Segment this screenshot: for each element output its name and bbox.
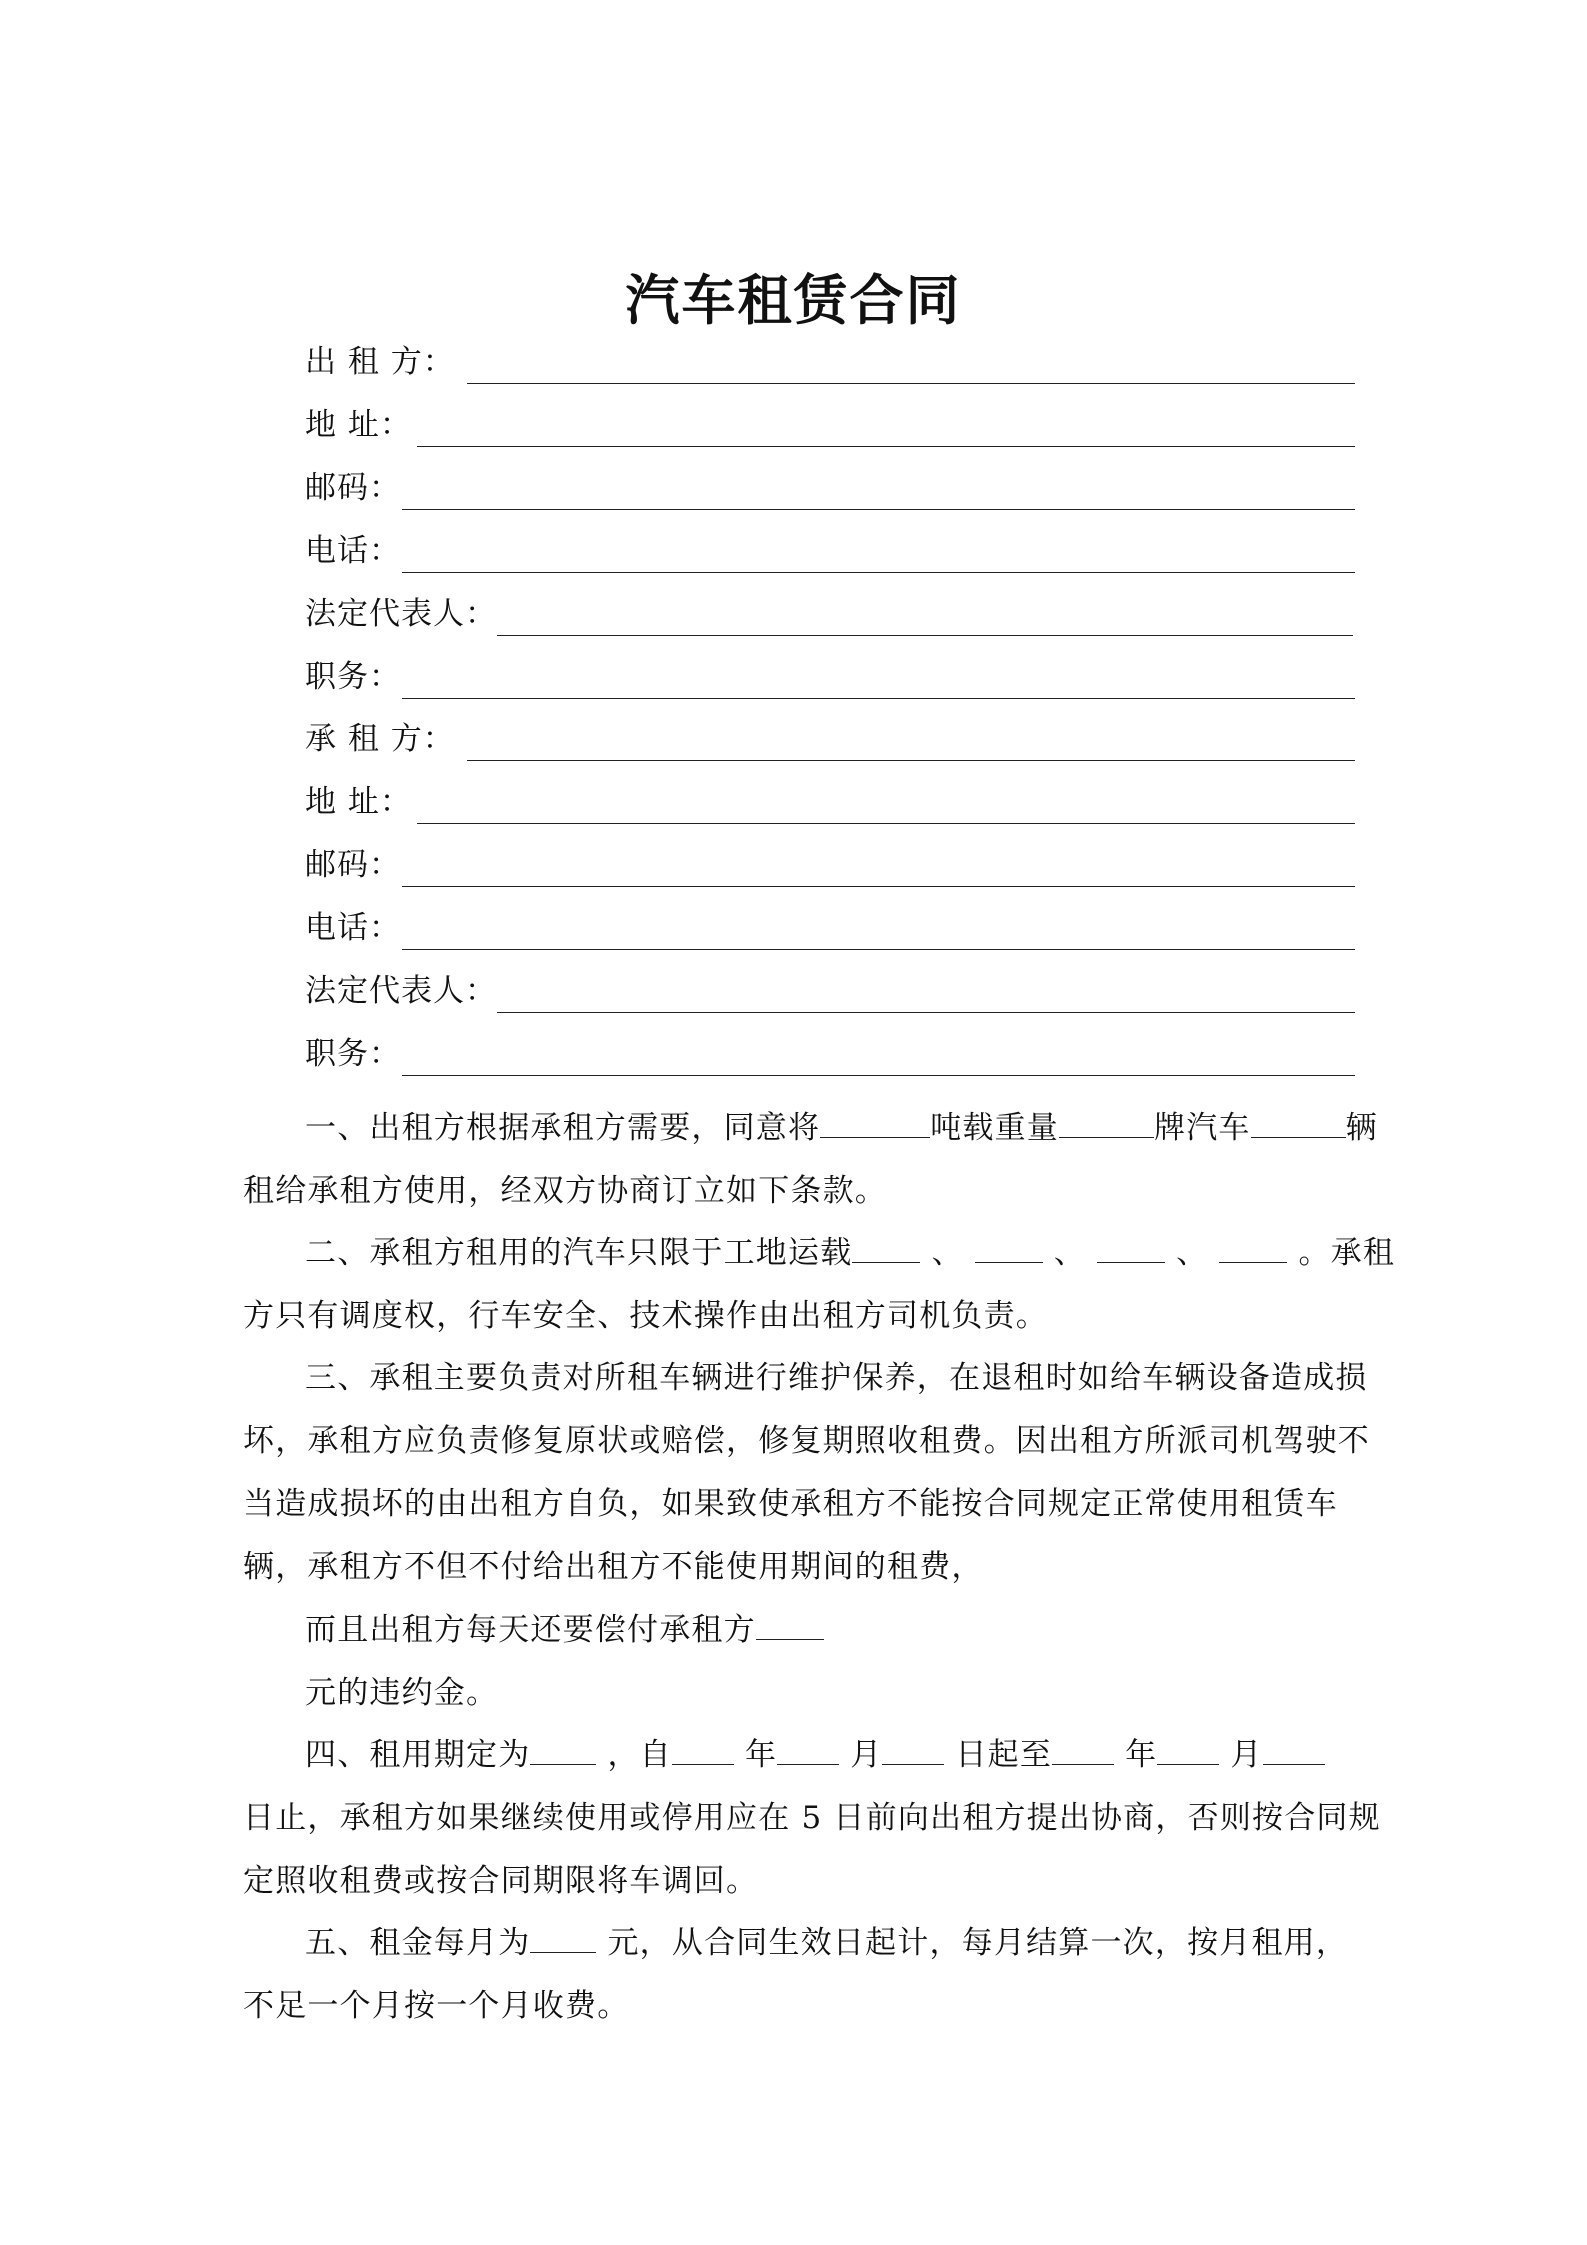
clause-4	[243, 1724, 1381, 1913]
clause-5-line-2: 不足一个月按一个月收费。	[243, 1988, 630, 2024]
lessee-legal-rep-label: 法定代表人：	[305, 973, 497, 1009]
lessee-position-line	[402, 1075, 1355, 1076]
clause-5-text-b: 元，从合同生效日起计，每月结算一次，按月租用，	[607, 1925, 1349, 1961]
worksite-blank-4[interactable]	[1219, 1234, 1287, 1263]
vehicle-count-blank[interactable]	[1251, 1109, 1346, 1138]
lessee-phone-line	[402, 949, 1355, 950]
clause-2-sep-1: 、	[931, 1235, 964, 1271]
worksite-blank-2[interactable]	[975, 1234, 1043, 1263]
start-month-blank[interactable]	[777, 1736, 839, 1765]
lessee-address-field[interactable]	[305, 782, 1355, 826]
clause-1-text-c: 牌汽车	[1154, 1110, 1251, 1146]
lessor-address-label: 地 址：	[305, 407, 412, 443]
clause-2-text-a: 二、承租方租用的汽车只限于工地运载	[305, 1235, 853, 1271]
lessor-legal-rep-line	[497, 635, 1353, 636]
clause-4-month-2: 月	[1230, 1737, 1263, 1773]
clause-3-line-3: 当造成损坏的由出租方自负，如果致使承租方不能按合同规定正常使用租赁车	[243, 1486, 1338, 1522]
clause-4-line-1	[243, 1724, 1355, 1787]
lessor-legal-rep-field[interactable]	[305, 594, 1355, 638]
lessor-postcode-line	[402, 509, 1355, 510]
lessee-phone-field[interactable]	[305, 908, 1355, 952]
clause-3-line-4: 辆，承租方不但不付给出租方不能使用期间的租费，	[243, 1549, 984, 1585]
clause-4-line-3: 定照收租费或按合同期限将车调回。	[243, 1863, 759, 1899]
clause-2	[243, 1222, 1396, 1348]
lessee-position-field[interactable]	[305, 1034, 1355, 1078]
clause-4-text-c: 日起至	[955, 1737, 1053, 1773]
clause-4-year-1: 年	[744, 1737, 778, 1773]
lessee-postcode-field[interactable]	[305, 845, 1355, 889]
lessor-position-line	[402, 698, 1355, 699]
end-day-blank[interactable]	[1263, 1736, 1325, 1765]
lessee-legal-rep-line	[497, 1012, 1355, 1013]
end-year-blank[interactable]	[1052, 1736, 1114, 1765]
lessor-phone-label: 电话：	[305, 533, 401, 569]
worksite-blank-1[interactable]	[852, 1234, 920, 1263]
lessor-position-field[interactable]	[305, 657, 1355, 701]
lessee-name-line	[467, 760, 1355, 761]
lessee-name-field[interactable]	[305, 719, 1355, 763]
lessor-name-line	[467, 383, 1355, 384]
lessor-phone-field[interactable]	[305, 531, 1355, 575]
clause-4-month-1: 月	[850, 1737, 883, 1773]
lessor-legal-rep-label: 法定代表人：	[305, 596, 497, 632]
clause-2-end: 。承租	[1298, 1235, 1396, 1271]
lessee-name-label: 承 租 方：	[305, 721, 455, 757]
lessor-postcode-field[interactable]	[305, 468, 1355, 512]
start-year-blank[interactable]	[672, 1736, 734, 1765]
clause-5	[243, 1912, 1355, 2038]
lessor-name-field[interactable]	[305, 342, 1355, 386]
worksite-blank-3[interactable]	[1097, 1234, 1165, 1263]
clause-1-text-a: 一、出租方根据承租方需要，同意将	[305, 1110, 821, 1146]
lessee-postcode-line	[402, 886, 1355, 887]
clause-1-line-1	[243, 1097, 1378, 1160]
clause-2-sep-2: 、	[1053, 1235, 1086, 1271]
clause-4-year-2: 年	[1125, 1737, 1158, 1773]
brand-blank[interactable]	[1059, 1109, 1154, 1138]
clause-3-line-2: 坏，承租方应负责修复原状或赔偿，修复期照收租费。因出租方所派司机驾驶不	[243, 1423, 1370, 1459]
lessee-position-label: 职务：	[305, 1036, 401, 1072]
clause-4-text-a: 四、租用期定为	[305, 1737, 531, 1773]
clause-4-line-2: 日止，承租方如果继续使用或停用应在 5 日前向出租方提出协商，否则按合同规	[243, 1800, 1381, 1836]
lessee-address-line	[417, 823, 1355, 824]
lessee-postcode-label: 邮码：	[305, 847, 401, 883]
lessee-legal-rep-field[interactable]	[305, 971, 1355, 1015]
clause-1-text-b: 吨载重量	[930, 1110, 1060, 1146]
clause-1	[243, 1097, 1378, 1223]
penalty-amount-blank[interactable]	[756, 1611, 824, 1640]
lessor-address-line	[417, 446, 1355, 447]
clause-5-line-1	[243, 1912, 1355, 1975]
clause-2-line-1	[243, 1222, 1396, 1285]
clause-1-text-d: 辆	[1345, 1110, 1378, 1146]
tonnage-blank[interactable]	[820, 1109, 930, 1138]
clause-3-line-5	[243, 1599, 1355, 1662]
lessor-name-label: 出 租 方：	[305, 344, 455, 380]
document-title: 汽车租赁合同	[625, 268, 962, 332]
clause-3	[243, 1347, 1370, 1725]
start-day-blank[interactable]	[882, 1736, 944, 1765]
lessor-postcode-label: 邮码：	[305, 470, 401, 506]
clause-2-line-2: 方只有调度权，行车安全、技术操作由出租方司机负责。	[243, 1298, 1048, 1334]
clause-3-text-l5: 而且出租方每天还要偿付承租方	[305, 1612, 756, 1648]
clause-1-line-2: 租给承租方使用，经双方协商订立如下条款。	[243, 1173, 887, 1209]
lessee-address-label: 地 址：	[305, 784, 412, 820]
clause-3-line-1: 三、承租主要负责对所租车辆进行维护保养，在退租时如给车辆设备造成损	[305, 1360, 1368, 1396]
clause-3-line-6: 元的违约金。	[305, 1675, 499, 1711]
lessor-address-field[interactable]	[305, 405, 1355, 449]
lessor-position-label: 职务：	[305, 659, 401, 695]
clause-2-sep-3: 、	[1176, 1235, 1209, 1271]
lessee-phone-label: 电话：	[305, 910, 401, 946]
rental-period-blank[interactable]	[530, 1736, 596, 1765]
clause-4-text-b: ，自	[607, 1737, 672, 1773]
clause-5-text-a: 五、租金每月为	[305, 1925, 531, 1961]
end-month-blank[interactable]	[1157, 1736, 1219, 1765]
lessor-phone-line	[402, 572, 1355, 573]
monthly-rent-blank[interactable]	[530, 1924, 596, 1953]
